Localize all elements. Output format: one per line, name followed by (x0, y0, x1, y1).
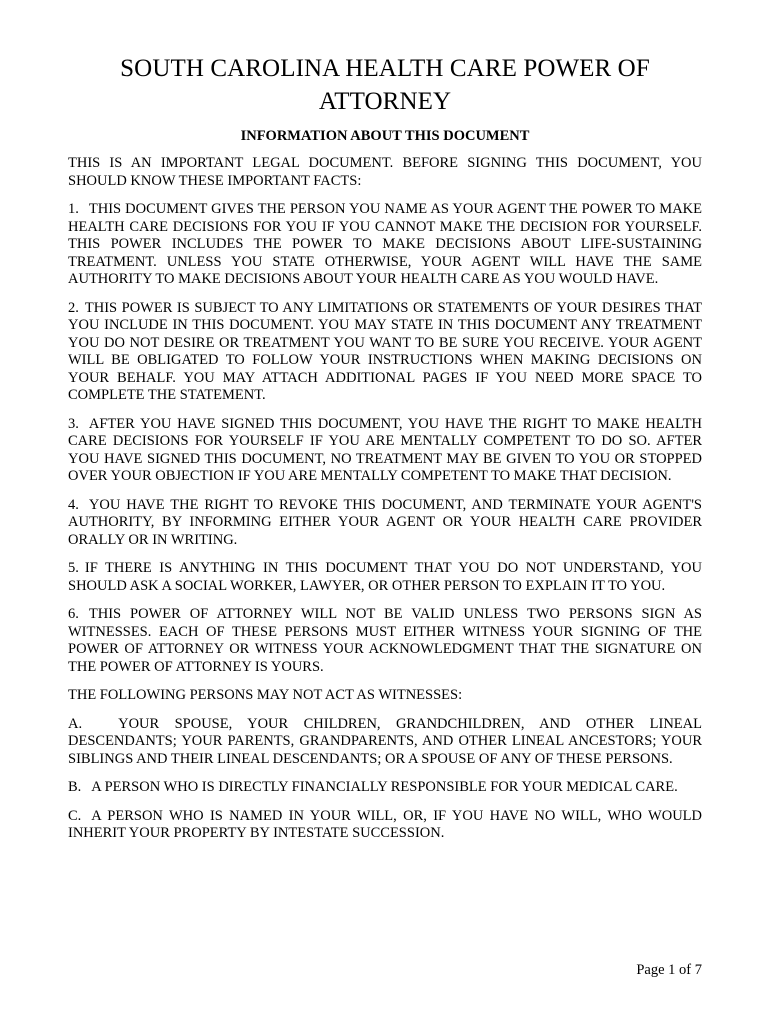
item-text: YOUR SPOUSE, YOUR CHILDREN, GRANDCHILDREN, AND OTHER LINEAL DESCENDANTS; YOUR PARENTS, GRANDPARENTS, AND OTHER LINEAL ANCESTORS; YOUR SIBLINGS AND THEIR LINEAL DESCENDANTS; OR A SPOUSE OF ANY OF THESE PERSONS. (68, 715, 702, 767)
item-number: 6. (68, 606, 79, 622)
item-text: YOU HAVE THE RIGHT TO REVOKE THIS DOCUMENT, AND TERMINATE YOUR AGENT'S AUTHORITY, BY INFORMING EITHER YOUR AGENT OR YOUR HEALTH CARE PROVIDER ORALLY OR IN WRITING. (68, 496, 702, 548)
item-number: 4. (68, 496, 79, 513)
item-letter: B. (68, 779, 82, 795)
document-title: SOUTH CAROLINA HEALTH CARE POWER OF ATTORNEY (120, 55, 650, 115)
item-text: A PERSON WHO IS NAMED IN YOUR WILL, OR, IF YOU HAVE NO WILL, WHO WOULD INHERIT YOUR PROPERTY BY INTESTATE SUCCESSION. (68, 807, 702, 841)
witness-item-b (68, 779, 702, 797)
numbered-item-2 (68, 300, 702, 405)
item-text: THIS DOCUMENT GIVES THE PERSON YOU NAME AS YOUR AGENT THE POWER TO MAKE HEALTH CARE DECISIONS FOR YOU IF YOU CANNOT MAKE THE DECISION FOR YOURSELF. THIS POWER INCLUDES THE POWER TO MAKE DECISIONS ABOUT LIFE-SUSTAINING TREATMENT. UNLESS YOU STATE OTHERWISE, YOUR AGENT WILL HAVE THE SAME AUTHORITY TO MAKE DECISIONS ABOUT YOUR HEALTH CARE AS YOU WOULD HAVE. (68, 201, 702, 287)
item-number: 1. (68, 201, 79, 217)
item-text: THIS POWER OF ATTORNEY WILL NOT BE VALID UNLESS TWO PERSONS SIGN AS WITNESSES. EACH OF THESE PERSONS MUST EITHER WITNESS YOUR SIGNING OF THE POWER OF ATTORNEY OR WITNESS YOUR ACKNOWLEDGMENT THAT THE SIGNATURE ON THE POWER OF ATTORNEY IS YOURS. (68, 606, 702, 675)
page-number: Page 1 of 7 (636, 962, 702, 978)
document-page (68, 52, 702, 854)
item-text: A PERSON WHO IS DIRECTLY FINANCIALLY RESPONSIBLE FOR YOUR MEDICAL CARE. (91, 779, 678, 795)
numbered-item-1 (68, 201, 702, 289)
item-letter: A. (68, 715, 83, 732)
document-subtitle: INFORMATION ABOUT THIS DOCUMENT (240, 128, 530, 144)
intro-paragraph: THIS IS AN IMPORTANT LEGAL DOCUMENT. BEFORE SIGNING THIS DOCUMENT, YOU SHOULD KNOW THESE IMPORTANT FACTS: (68, 155, 702, 189)
numbered-item-5 (68, 560, 702, 595)
numbered-item-3 (68, 416, 702, 486)
item-number: 3. (68, 415, 79, 432)
numbered-item-6 (68, 606, 702, 676)
item-text: IF THERE IS ANYTHING IN THIS DOCUMENT THAT YOU DO NOT UNDERSTAND, YOU SHOULD ASK A SOCIAL WORKER, LAWYER, OR OTHER PERSON TO EXPLAIN IT TO YOU. (68, 560, 702, 594)
witness-item-a (68, 716, 702, 769)
witness-intro: THE FOLLOWING PERSONS MAY NOT ACT AS WITNESSES: (68, 687, 463, 703)
item-number: 2. (68, 299, 79, 316)
item-text: THIS POWER IS SUBJECT TO ANY LIMITATIONS OR STATEMENTS OF YOUR DESIRES THAT YOU INCLUDE IN THIS DOCUMENT. YOU MAY STATE IN THIS DOCUMENT ANY TREATMENT YOU DO NOT DESIRE OR TREATMENT YOU WANT TO BE SURE YOU RECEIVE. YOUR AGENT WILL BE OBLIGATED TO FOLLOW YOUR INSTRUCTIONS WHEN MAKING DECISIONS ON YOUR BEHALF. YOU MAY ATTACH ADDITIONAL PAGES IF YOU NEED MORE SPACE TO COMPLETE THE STATEMENT. (68, 299, 702, 403)
item-text: AFTER YOU HAVE SIGNED THIS DOCUMENT, YOU HAVE THE RIGHT TO MAKE HEALTH CARE DECISIONS FOR YOURSELF IF YOU ARE MENTALLY COMPETENT TO DO SO. AFTER YOU HAVE SIGNED THIS DOCUMENT, NO TREATMENT MAY BE GIVEN TO YOU OR STOPPED OVER YOUR OBJECTION IF YOU ARE MENTALLY COMPETENT TO MAKE THAT DECISION. (68, 415, 702, 484)
witness-item-c (68, 808, 702, 843)
item-number: 5. (68, 560, 79, 576)
item-letter: C. (68, 807, 82, 824)
numbered-item-4 (68, 497, 702, 550)
